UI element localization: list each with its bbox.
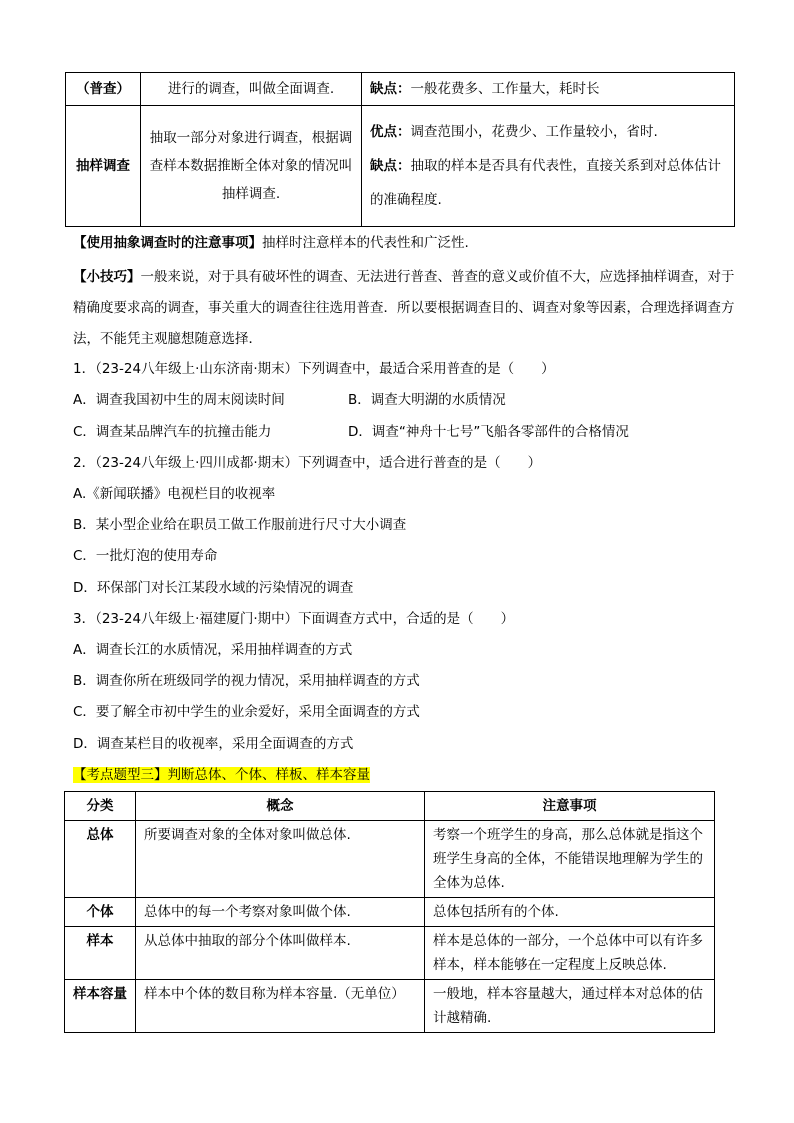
cons-label: 缺点：	[370, 80, 411, 97]
table-cell-pros-cons	[362, 106, 735, 227]
table-row	[65, 898, 715, 927]
cons-label: 缺点：	[370, 158, 411, 174]
header-concept: 概念	[136, 792, 425, 821]
row-concept: 样本中个体的数目称为样本容量.（无单位）	[136, 980, 425, 1033]
tip-label: 【小技巧】	[73, 269, 141, 285]
section-heading	[73, 765, 370, 785]
table-cell-type: 抽样调查	[66, 106, 141, 227]
option-d: D．环保部门对长江某段水域的污染情况的调查	[73, 580, 354, 596]
note-paragraph	[73, 233, 469, 253]
option-c: C．调查某品牌汽车的抗撞击能力 D．调查“神舟十七号”飞船各零部件的合格情况	[73, 424, 629, 440]
option-c: C．一批灯泡的使用寿命	[73, 548, 218, 564]
tip-paragraph	[73, 262, 735, 355]
question-stem: 1．（23-24八年级上·山东济南·期末）下列调查中，最适合采用普查的是（ ）	[73, 361, 555, 377]
cons-text: 一般花费多、工作量大，耗时长	[410, 80, 600, 97]
table-header-row	[65, 792, 715, 821]
survey-comparison-table	[65, 72, 735, 227]
row-note: 考察一个班学生的身高，那么总体就是指这个班学生身高的全体，不能错误地理解为学生的全体为总体.	[425, 821, 715, 898]
row-concept: 从总体中抽取的部分个体叫做样本.	[136, 927, 425, 980]
row-concept: 所要调查对象的全体对象叫做总体.	[136, 821, 425, 898]
table-row	[65, 927, 715, 980]
table-row	[66, 106, 735, 227]
concept-table	[64, 791, 715, 1033]
row-note: 一般地，样本容量越大，通过样本对总体的估计越精确.	[425, 980, 715, 1033]
option-a: A．调查长江的水质情况，采用抽样调查的方式	[73, 642, 353, 658]
question-stem: 2．（23-24八年级上·四川成都·期末）下列调查中，适合进行普查的是（ ）	[73, 455, 542, 471]
row-category: 个体	[65, 898, 136, 927]
table-cell-type: （普查）	[66, 73, 141, 106]
option-a: A．调查我国初中生的周末阅读时间 B．调查大明湖的水质情况	[73, 392, 506, 408]
row-note: 样本是总体的一部分，一个总体中可以有许多样本，样本能够在一定程度上反映总体.	[425, 927, 715, 980]
pros-label: 优点：	[370, 124, 411, 140]
tip-text: 一般来说，对于具有破坏性的调查、无法进行普查、普查的意义或价值不大，应选择抽样调查，对于精确度要求高的调查，事关重大的调查往往选用普查．所以要根据调查目的、调查对象等因素，合理选择调查方法，不能凭主观臆想随意选择．	[73, 269, 735, 347]
option-d: D．调查某栏目的收视率，采用全面调查的方式	[73, 736, 354, 752]
table-cell-definition: 抽取一部分对象进行调查，根据调查样本数据推断全体对象的情况叫抽样调查.	[141, 106, 362, 227]
option-a: A.《新闻联播》电视栏目的收视率	[73, 486, 276, 502]
cons-text: 抽取的样本是否具有代表性，直接关系到对总体估计的准确程度.	[370, 158, 721, 208]
row-category: 样本	[65, 927, 136, 980]
option-b: B．调查大明湖的水质情况	[348, 392, 506, 408]
table-cell-pros-cons	[362, 73, 735, 106]
option-d: D．调查“神舟十七号”飞船各零部件的合格情况	[348, 424, 629, 440]
table-row	[65, 821, 715, 898]
note-label: 【使用抽象调查时的注意事项】	[73, 235, 262, 251]
header-notes: 注意事项	[425, 792, 715, 821]
option-b: B．某小型企业给在职员工做工作服前进行尺寸大小调查	[73, 517, 407, 533]
table-row	[66, 73, 735, 106]
question-stem: 3．（23-24八年级上·福建厦门·期中）下面调查方式中，合适的是（ ）	[73, 611, 515, 627]
option-b: B．调查你所在班级同学的视力情况，采用抽样调查的方式	[73, 673, 420, 689]
row-category: 样本容量	[65, 980, 136, 1033]
row-category: 总体	[65, 821, 136, 898]
section-title: 【考点题型三】判断总体、个体、样板、样本容量	[73, 767, 370, 783]
note-text: 抽样时注意样本的代表性和广泛性.	[262, 235, 469, 251]
header-category: 分类	[65, 792, 136, 821]
table-row	[65, 980, 715, 1033]
row-note: 总体包括所有的个体.	[425, 898, 715, 927]
row-concept: 总体中的每一个考察对象叫做个体.	[136, 898, 425, 927]
pros-text: 调查范围小，花费少、工作量较小，省时.	[410, 124, 658, 140]
option-c: C．要了解全市初中学生的业余爱好，采用全面调查的方式	[73, 704, 420, 720]
table-cell-definition: 进行的调查，叫做全面调查.	[141, 73, 362, 106]
